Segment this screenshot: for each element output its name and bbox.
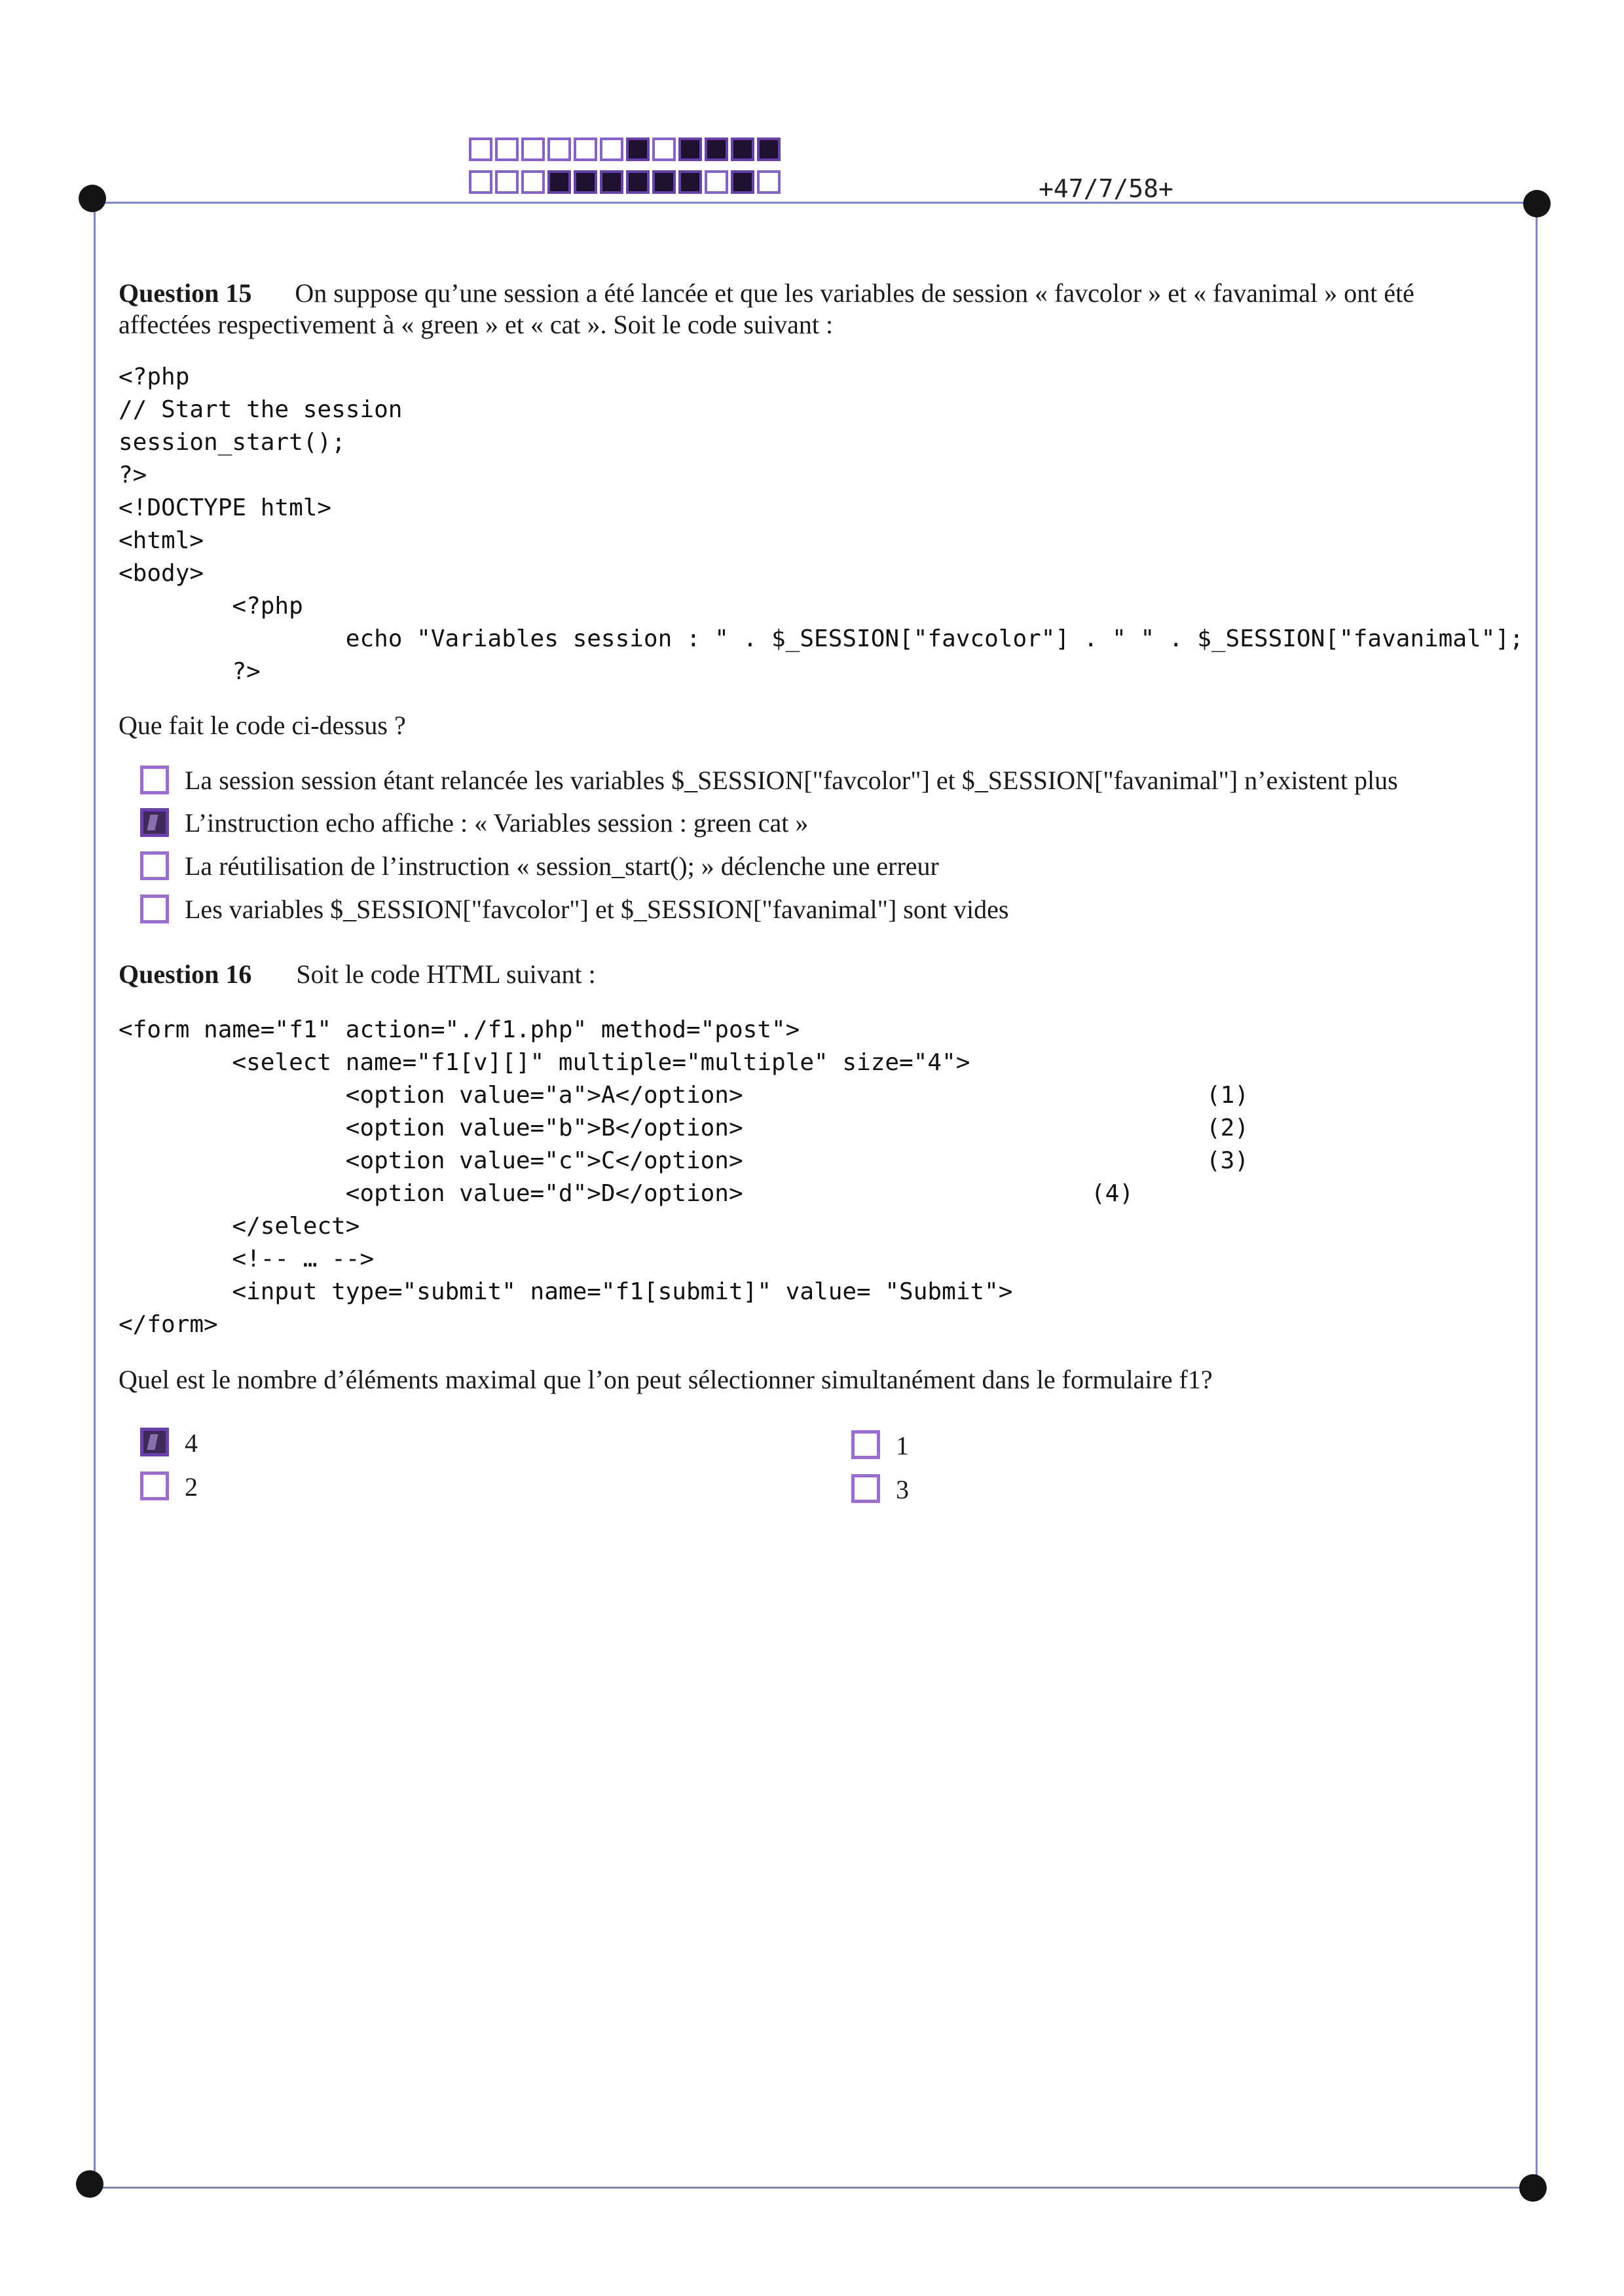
q15-answer-4-checkbox[interactable] (140, 895, 169, 923)
q16-statement (119, 959, 596, 990)
barcode-cell (521, 138, 545, 161)
barcode-cell (652, 170, 676, 194)
q16-label: Question 16 (119, 959, 252, 989)
barcode-cell (757, 138, 781, 161)
q15-answer-1-text: La session session étant relancée les variables $_SESSION["favcolor"] et $_SESSION["favanimal"] n’existent plus (185, 766, 1398, 795)
barcode-cell (731, 138, 754, 161)
q15-answer-3-text: La réutilisation de l’instruction « session_start(); » déclenche une erreur (185, 851, 939, 881)
q16-answer-1-text: 1 (896, 1431, 909, 1460)
code-line: ?> (119, 658, 261, 685)
q16-intro: Soit le code HTML suivant : (296, 959, 596, 989)
frame-left-line (94, 202, 96, 2189)
frame-bottom-line (94, 2187, 1538, 2189)
code-line: // Start the session (119, 396, 403, 423)
q16-answer-3-text: 3 (896, 1475, 909, 1504)
code-line: <input type="submit" name="f1[submit]" value= "Submit"> (119, 1278, 1013, 1305)
barcode-cell (678, 170, 702, 194)
frame-top-line (94, 202, 1538, 204)
q16-answer-2-checkbox[interactable] (140, 1472, 169, 1500)
barcode-cell (757, 170, 781, 194)
barcode-row-2 (469, 170, 783, 194)
barcode-cell (574, 138, 597, 161)
code-marker-2: (2) (1206, 1115, 1249, 1141)
barcode-cell (547, 170, 571, 194)
code-line: </form> (119, 1311, 218, 1338)
barcode-row-1 (469, 138, 783, 161)
q16-answer-4-checkbox[interactable] (140, 1428, 169, 1456)
barcode-cell (705, 170, 728, 194)
q15-prompt: Que fait le code ci-dessus ? (119, 711, 406, 740)
q15-text-line2: affectées respectivement à « green » et « cat ». Soit le code suivant : (119, 310, 834, 339)
barcode-cell (469, 170, 492, 194)
barcode-cell (600, 170, 623, 194)
code-line: <option value="b">B</option> (119, 1115, 743, 1141)
code-line: <option value="c">C</option> (119, 1147, 743, 1174)
code-marker-3: (3) (1206, 1147, 1249, 1174)
q16-code-block (119, 1014, 1012, 1341)
code-marker-1: (1) (1206, 1082, 1249, 1109)
barcode-cell (705, 138, 728, 161)
corner-mark-top-right (1523, 190, 1551, 217)
code-line: <!-- … --> (119, 1246, 375, 1272)
barcode-cell (469, 138, 492, 161)
q16-answer-4-text: 4 (185, 1428, 198, 1458)
barcode-cell (600, 138, 623, 161)
q16-answer-1-checkbox[interactable] (851, 1430, 880, 1459)
q15-answer-4-text: Les variables $_SESSION["favcolor"] et $_SESSION["favanimal"] sont vides (185, 895, 1009, 924)
q15-answer-3-checkbox[interactable] (140, 851, 169, 880)
q16-answer-3-checkbox[interactable] (851, 1474, 880, 1503)
barcode-cell (626, 170, 650, 194)
barcode-cell (626, 138, 650, 161)
code-line: session_start(); (119, 429, 346, 456)
q15-answer-2-checkbox[interactable] (140, 808, 169, 837)
q15-label: Question 15 (119, 278, 252, 308)
q16-answer-2-text: 2 (185, 1472, 198, 1502)
code-line: <form name="f1" action="./f1.php" method="post"> (119, 1016, 800, 1043)
code-line: </select> (119, 1213, 360, 1240)
code-line: <html> (119, 527, 204, 554)
corner-mark-bottom-right (1519, 2174, 1547, 2202)
q16-prompt: Quel est le nombre d’éléments maximal que l’on peut sélectionner simultanément dans le formulaire f1? (119, 1365, 1213, 1394)
barcode-cell (574, 170, 597, 194)
code-line: <?php (119, 363, 190, 390)
barcode-cell (731, 170, 754, 194)
code-line: <option value="d">D</option> (119, 1180, 743, 1207)
corner-mark-top-left (79, 185, 106, 212)
code-line: <?php (119, 593, 303, 620)
q15-text-line1: On suppose qu’une session a été lancée et que les variables de session « favcolor » et « favanimal » ont été (295, 278, 1414, 308)
q15-statement (119, 278, 1526, 309)
code-line: ?> (119, 462, 147, 489)
code-marker-4: (4) (1091, 1180, 1134, 1207)
barcode-cell (521, 170, 545, 194)
code-line: <body> (119, 560, 204, 587)
code-line: <select name="f1[v][]" multiple="multiple" size="4"> (119, 1049, 970, 1076)
code-line: <!DOCTYPE html> (119, 494, 332, 521)
barcode-cell (652, 138, 676, 161)
corner-mark-bottom-left (76, 2170, 103, 2198)
page-id: +47/7/58+ (1039, 174, 1173, 203)
q15-answer-1-checkbox[interactable] (140, 766, 169, 794)
barcode-cell (495, 138, 519, 161)
barcode-cell (495, 170, 519, 194)
q15-code-block (119, 361, 1524, 688)
code-line: <option value="a">A</option> (119, 1082, 743, 1109)
q15-answer-2-text: L’instruction echo affiche : « Variables session : green cat » (185, 808, 809, 838)
barcode-cell (678, 138, 702, 161)
frame-right-line (1536, 202, 1538, 2189)
barcode-cell (547, 138, 571, 161)
code-line: echo "Variables session : " . $_SESSION["favcolor"] . " " . $_SESSION["favanimal"]; (119, 625, 1524, 652)
